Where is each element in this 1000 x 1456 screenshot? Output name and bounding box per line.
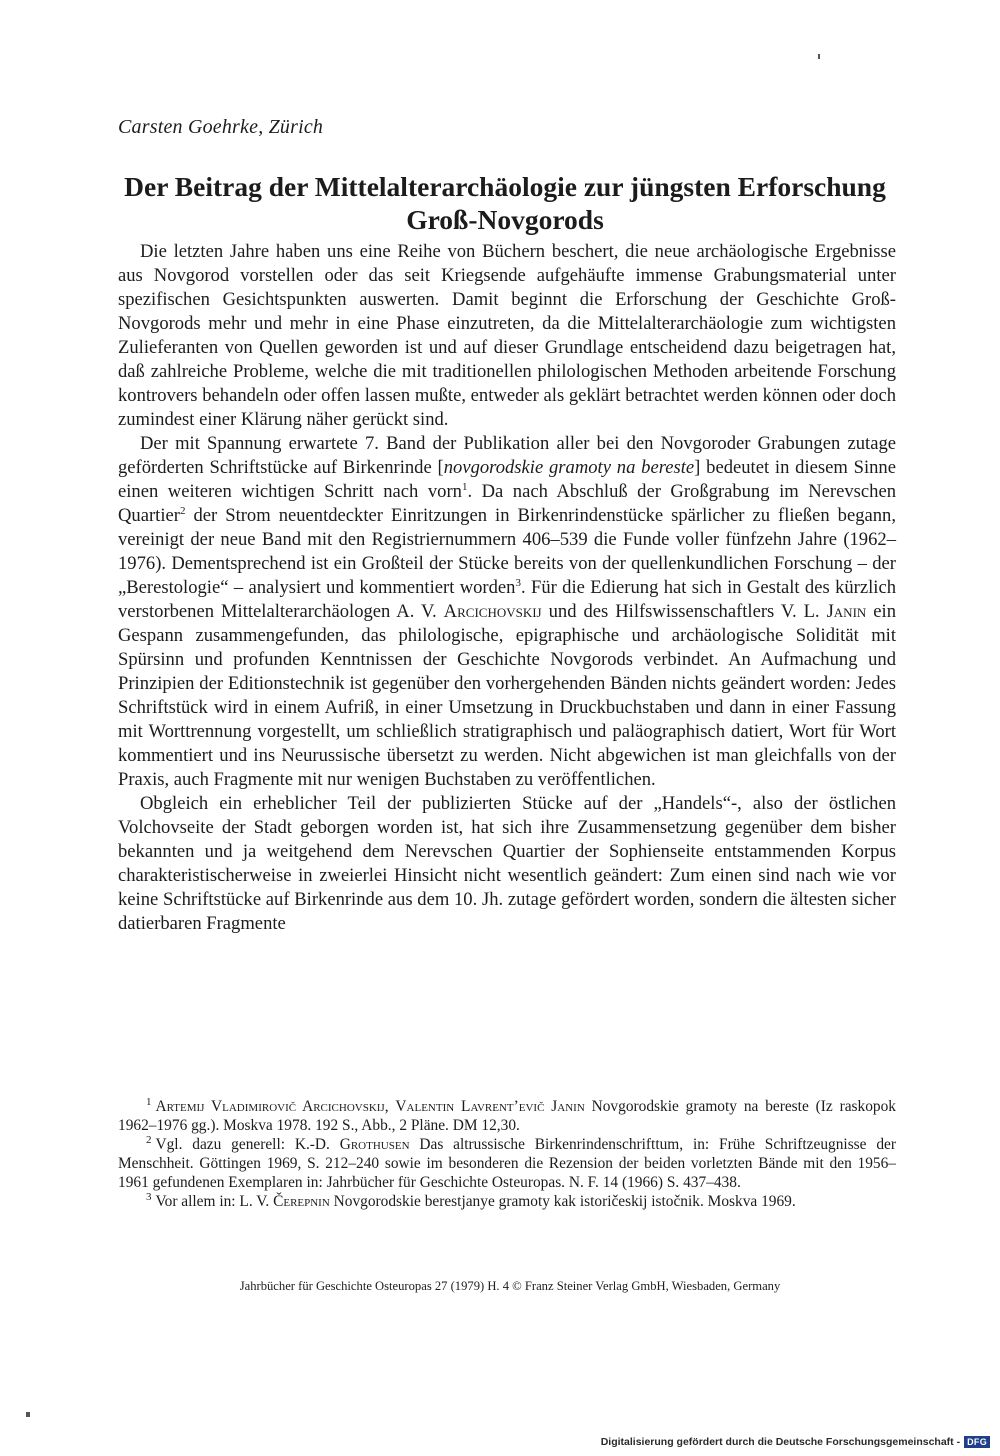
paragraph-3: Obgleich ein erheblicher Teil der publizierten Stücke auf der „Handels“-, also der östlichen Volchovseite der Stadt geborgen worden ist, hat sich ihre Zusammensetzung gegenüber dem bisher bekannten und ja weitgehend dem Nerevschen Quartier der Sophienseite entstammenden Korpus charakteristischerweise in zweierlei Hinsicht nicht wesentlich geändert: Zum einen sind nach wie vor keine Schriftstücke auf Birkenrinde aus dem 10. Jh. zutage gefördert worden, sondern die ältesten sicher datierbaren Fragmente bbox=[118, 793, 896, 934]
text-run: und des Hilfswissenschaftlers V. L. bbox=[541, 601, 827, 622]
person-name: Janin bbox=[826, 601, 867, 622]
footnotes bbox=[118, 1097, 896, 1211]
title-line-1: Der Beitrag der Mittelalterarchäologie zur jüngsten Erforschung bbox=[124, 171, 886, 202]
author-line: Carsten Goehrke, Zürich bbox=[118, 116, 324, 138]
text-run: . Da nach Abschluß der Großgrabung im Nerevschen Quartier bbox=[118, 481, 896, 526]
person-name: Valentin Lavrent’evič Janin bbox=[395, 1098, 585, 1115]
text-run: ] bedeutet in diesem Sinne einen weiteren wichtigen Schritt nach vorn bbox=[118, 457, 896, 502]
text-run: der Strom neuentdeckter Einritzungen in Birkenrindenstücke spärlicher zu fließen begann, vereinigt der neue Band mit den Registriernummern 406–539 die Funde voller fünfzehn Jahre (1962–1976). Dementsprechend ist ein Großteil der Stücke bereits von der quellenkundlichen Forschung – der „Berestologie“ – analysiert und kommentiert worden bbox=[118, 505, 896, 598]
text-run: Novgorodskie berestjanye gramoty kak istoričeskij istočnik. Moskva 1969. bbox=[329, 1193, 796, 1210]
italic-title: novgorodskie gramoty na bereste bbox=[443, 457, 695, 478]
text-run: Vor allem in: L. V. bbox=[155, 1193, 274, 1210]
footnote-ref-1: 1 bbox=[461, 480, 468, 493]
article-body bbox=[118, 240, 896, 936]
title-line-2: Groß-Novgorods bbox=[406, 204, 604, 235]
person-name: Arcichovskij bbox=[443, 601, 542, 622]
text-run: , bbox=[384, 1098, 396, 1115]
paragraph-1: Die letzten Jahre haben uns eine Reihe von Büchern beschert, die neue archäologische Ergebnisse aus Novgorod vorstellen oder das seit Kriegsende aufgehäufte immense Grabungsmaterial unter spezifischen Gesichtspunkten auswerten. Damit beginnt die Erforschung der Geschichte Groß-Novgorods mehr und mehr in eine Phase einzutreten, da die Mittelalterarchäologie zum wichtigsten Zulieferanten von Quellen geworden ist und auf dieser Grundlage entscheidend dazu beigetragen hat, daß zahlreiche Probleme, welche die mit traditionellen philologischen Methoden arbeitende Forschung kontrovers behandeln oder offen lassen mußte, entweder als geklärt betrachtet werden können oder doch zumindest einer Klärung näher gerückt sind. bbox=[118, 241, 896, 430]
scan-mark bbox=[26, 1412, 30, 1417]
footnote-number: 1 bbox=[146, 1095, 152, 1108]
journal-imprint: Jahrbücher für Geschichte Osteuropas 27 (1979) H. 4 © Franz Steiner Verlag GmbH, Wiesbaden, Germany bbox=[239, 1279, 781, 1293]
footnote-3 bbox=[118, 1192, 896, 1211]
text-run: Der mit Spannung erwartete 7. Band der Publikation aller bei den Novgoroder Grabungen zutage geförderten Schriftstücke auf Birkenrinde [ bbox=[118, 433, 896, 478]
text-run: Das altrussische Birkenrindenschrifttum, in: Frühe Schriftzeugnisse der Menschheit. Göttingen 1969, S. 212–240 sowie im besonderen die Rezension der beiden vorletzten Bände mit den 1956–1961 gefundenen Exemplaren in: Jahrbücher für Geschichte Osteuropas. N. F. 14 (1966) S. 437–438. bbox=[118, 1136, 896, 1191]
text-run: Vgl. dazu generell: K.-D. bbox=[155, 1136, 340, 1153]
paragraph-2 bbox=[118, 432, 896, 792]
footnote-number: 3 bbox=[146, 1190, 152, 1203]
text-run: ein Gespann zusammengefunden, das philologische, epigraphische und archäologische Solidität mit Spürsinn und profunden Kenntnissen der Geschichte Novgorods verbindet. An Aufmachung und Prinzipien der Editionstechnik ist gegenüber den vorhergehenden Bänden nichts geändert worden: Jedes Schriftstück wird in einem Aufriß, in einer Umsetzung in Druckbuchstaben und dann in einer Fassung mit Worttrennung vorgestellt, um schließlich stratigraphisch und paläographisch datiert, Wort für Wort kommentiert und ins Neurussische übersetzt zu werden. Nicht abgewichen ist man gleichfalls von der Praxis, auch Fragmente mit nur wenigen Buchstaben zu veröffentlichen. bbox=[118, 601, 896, 790]
footnote-ref-3: 3 bbox=[515, 576, 521, 589]
scan-mark bbox=[818, 54, 820, 59]
footnote-ref-2: 2 bbox=[179, 504, 186, 517]
footnote-1 bbox=[118, 1097, 896, 1135]
footnote-2 bbox=[118, 1135, 896, 1192]
footnote-number: 2 bbox=[146, 1133, 152, 1146]
text-run: Novgorodskie gramoty na bereste (Iz raskopok 1962–1976 gg.). Moskva 1978. 192 S., Abb., 2 Pläne. DM 12,30. bbox=[118, 1098, 896, 1134]
person-name: Artemij Vladimirovič Arcichovskij bbox=[155, 1098, 385, 1115]
person-name: Čerepnin bbox=[273, 1193, 330, 1210]
text-run: . Für die Edierung hat sich in Gestalt des kürzlich verstorbenen Mittelalterarchäologen A. V. bbox=[118, 577, 896, 622]
person-name: Grothusen bbox=[339, 1136, 410, 1153]
dfg-banner-text: Digitalisierung gefördert durch die Deutsche Forschungsgemeinschaft - bbox=[600, 1436, 961, 1448]
dfg-banner bbox=[601, 1436, 990, 1448]
article-title bbox=[100, 170, 910, 236]
dfg-logo-icon: DFG bbox=[964, 1436, 990, 1448]
